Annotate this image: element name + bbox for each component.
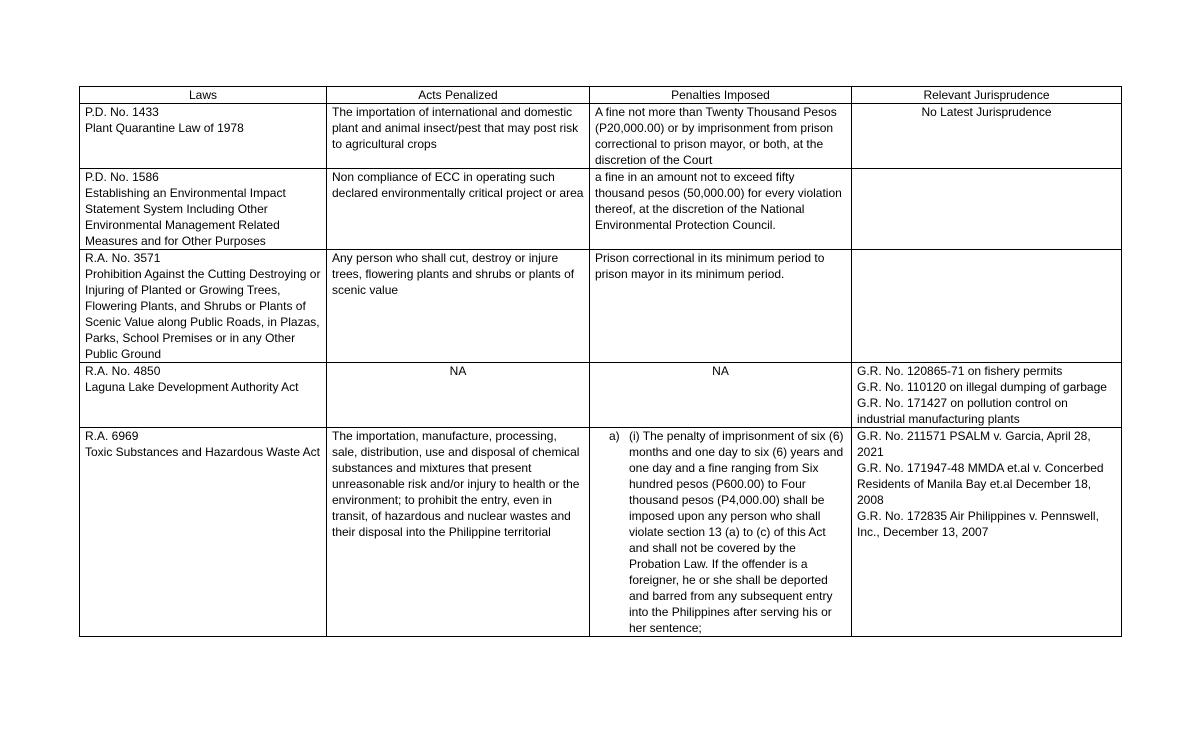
law-cell xyxy=(80,363,327,428)
table-row xyxy=(80,169,1122,250)
table-row xyxy=(80,428,1122,637)
acts-penalized-cell: NA xyxy=(327,363,590,428)
acts-penalized-cell: The importation, manufacture, processing, sale, distribution, use and disposal of chemical substances and mixtures that present unreasonable risk and/or injury to health or the environment; to prohibit the entry, even in transit, of hazardous and nuclear wastes and their disposal into the Philippine territorial xyxy=(327,428,590,637)
law-number: R.A. 6969 xyxy=(85,429,139,443)
jurisprudence-entry: G.R. No. 171947-48 MMDA et.al v. Concerbed Residents of Manila Bay et.al December 18, 2008 xyxy=(857,461,1104,507)
jurisprudence-entry: G.R. No. 120865-71 on fishery permits xyxy=(857,364,1063,378)
law-number: P.D. No. 1433 xyxy=(85,105,159,119)
law-cell xyxy=(80,428,327,637)
law-title: Prohibition Against the Cutting Destroying or Injuring of Planted or Growing Trees, Flowering Plants, and Shrubs or Plants of Scenic Value along Public Roads, in Plazas, Parks, School Premises or in any Other Public Ground xyxy=(85,267,321,361)
jurisprudence-cell xyxy=(852,169,1122,250)
penalties-imposed-cell xyxy=(590,428,852,637)
penalties-imposed-cell: a fine in an amount not to exceed fifty thousand pesos (50,000.00) for every violation thereof, at the discretion of the National Environmental Protection Council. xyxy=(590,169,852,250)
penalty-text: (i) The penalty of imprisonment of six (6) months and one day to six (6) years and one day and a fine ranging from Six hundred pesos (P600.00) to Four thousand pesos (P4,000.00) shall be imposed upon any person who shall violate section 13 (a) to (c) of this Act and shall not be covered by the Probation Law. If the offender is a foreigner, he or she shall be deported and barred from any subsequent entry into the Philippines after serving his or her sentence; xyxy=(629,429,844,635)
acts-penalized-cell: Any person who shall cut, destroy or injure trees, flowering plants and shrubs or plants of scenic value xyxy=(327,250,590,363)
list-marker: a) xyxy=(609,429,620,443)
penalty-list-item xyxy=(595,428,846,636)
jurisprudence-entry: G.R. No. 172835 Air Philippines v. Pennswell, Inc., December 13, 2007 xyxy=(857,509,1099,539)
header-laws: Laws xyxy=(80,87,327,104)
jurisprudence-entry: G.R. No. 211571 PSALM v. Garcia, April 28, 2021 xyxy=(857,429,1091,459)
table-row xyxy=(80,363,1122,428)
header-penalties-imposed: Penalties Imposed xyxy=(590,87,852,104)
jurisprudence-entry: No Latest Jurisprudence xyxy=(921,105,1052,119)
table-row xyxy=(80,250,1122,363)
law-number: R.A. No. 4850 xyxy=(85,364,161,378)
jurisprudence-cell xyxy=(852,104,1122,169)
header-acts-penalized: Acts Penalized xyxy=(327,87,590,104)
acts-penalized-cell: Non compliance of ECC in operating such declared environmentally critical project or area xyxy=(327,169,590,250)
jurisprudence-cell xyxy=(852,250,1122,363)
law-title: Plant Quarantine Law of 1978 xyxy=(85,121,244,135)
header-relevant-jurisprudence: Relevant Jurisprudence xyxy=(852,87,1122,104)
penalties-imposed-cell: NA xyxy=(590,363,852,428)
law-title: Laguna Lake Development Authority Act xyxy=(85,380,299,394)
jurisprudence-entry: G.R. No. 110120 on illegal dumping of garbage xyxy=(857,380,1107,394)
penalties-imposed-cell: A fine not more than Twenty Thousand Pesos (P20,000.00) or by imprisonment from prison correctional to prison mayor, or both, at the discretion of the Court xyxy=(590,104,852,169)
jurisprudence-cell xyxy=(852,428,1122,637)
law-number: R.A. No. 3571 xyxy=(85,251,161,265)
law-title: Toxic Substances and Hazardous Waste Act xyxy=(85,445,321,459)
environmental-laws-table xyxy=(79,86,1122,637)
acts-penalized-cell: The importation of international and domestic plant and animal insect/pest that may post risk to agricultural crops xyxy=(327,104,590,169)
law-cell xyxy=(80,169,327,250)
law-number: P.D. No. 1586 xyxy=(85,170,159,184)
law-cell xyxy=(80,250,327,363)
penalties-imposed-cell: Prison correctional in its minimum period to prison mayor in its minimum period. xyxy=(590,250,852,363)
table-header-row xyxy=(80,87,1122,104)
jurisprudence-cell xyxy=(852,363,1122,428)
table-row xyxy=(80,104,1122,169)
law-cell xyxy=(80,104,327,169)
law-title: Establishing an Environmental Impact Statement System Including Other Environmental Management Related Measures and for Other Purposes xyxy=(85,186,286,248)
jurisprudence-entry: G.R. No. 171427 on pollution control on industrial manufacturing plants xyxy=(857,396,1068,426)
